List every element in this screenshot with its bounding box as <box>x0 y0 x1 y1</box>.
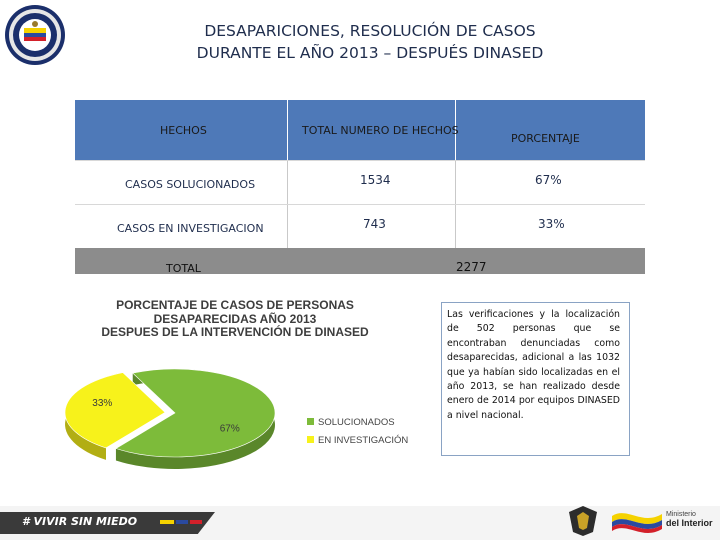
legend-label: EN INVESTIGACIÓN <box>318 435 409 446</box>
info-note: Las verificaciones y la localización de 502 personas que se encontraban denunciadas como desaparecidas, adicional a las 1032 que ya habían sido localizadas en el año 2013, se han realizado desde enero de 2014 por equipos DINASED a nivel nacional. <box>441 302 630 456</box>
chart-title-line: DESAPARECIDAS AÑO 2013 <box>153 311 317 326</box>
legend-swatch <box>307 436 314 443</box>
pie-data-label: 33% <box>92 398 113 410</box>
ministry-line-1: Ministerio <box>666 511 696 518</box>
legend-label: SOLUCIONADOS <box>318 417 395 428</box>
title-line-1: DESAPARICIONES, RESOLUCIÓN DE CASOS <box>204 22 536 40</box>
pie-data-label: 67% <box>219 423 240 435</box>
row-total: 743 <box>363 217 386 231</box>
row-total: 1534 <box>360 173 391 187</box>
footer-bar <box>0 506 720 540</box>
slogan-text: # VIVIR SIN MIEDO <box>22 515 138 528</box>
flag-stripe-yellow <box>160 520 174 524</box>
flag-stripe-blue <box>176 520 188 524</box>
total-value: 2277 <box>456 260 487 274</box>
total-label: TOTAL <box>166 262 201 275</box>
legend-swatch <box>307 418 314 425</box>
chart-title-line: PORCENTAJE DE CASOS DE PERSONAS <box>116 298 354 312</box>
police-emblem-icon <box>565 502 601 538</box>
header-total: TOTAL NUMERO DE HECHOS <box>302 124 459 137</box>
row-porcentaje: 33% <box>538 217 565 231</box>
row-hecho: CASOS EN INVESTIGACION <box>117 222 264 235</box>
row-hecho: CASOS SOLUCIONADOS <box>125 178 256 191</box>
header-hechos: HECHOS <box>160 124 207 137</box>
chart-title-line: DESPUES DE LA INTERVENCIÓN DE DINASED <box>101 325 369 339</box>
ministry-label <box>666 511 713 527</box>
row-porcentaje: 67% <box>535 173 562 187</box>
ministry-flag-icon <box>612 506 662 534</box>
flag-stripe-red <box>190 520 202 524</box>
title-line-2: DURANTE EL AÑO 2013 – DESPUÉS DINASED <box>196 44 544 62</box>
ministry-line-2: del Interior <box>666 518 713 528</box>
header-porcentaje: PORCENTAJE <box>511 132 580 145</box>
